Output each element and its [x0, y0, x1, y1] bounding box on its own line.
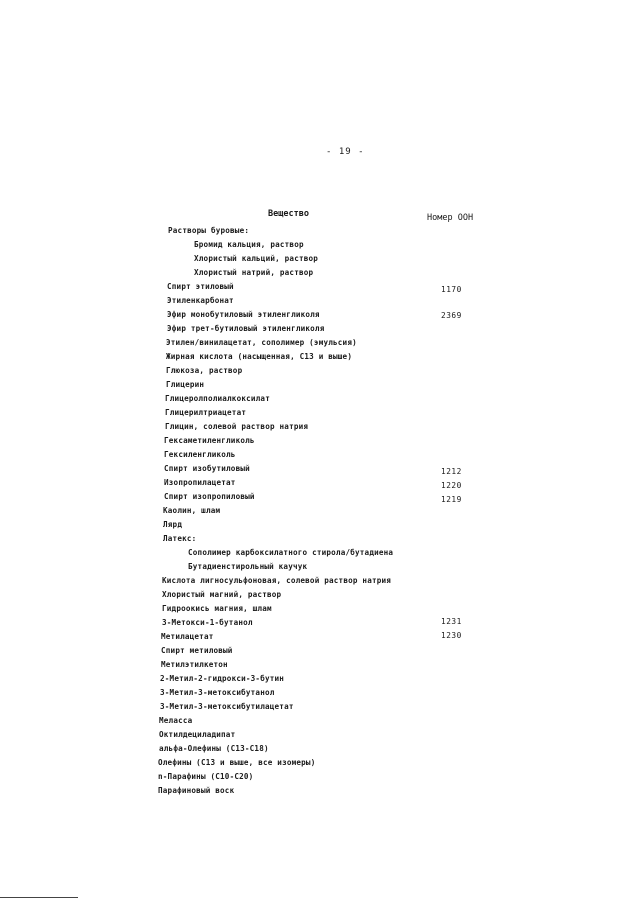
substance-name: альфа-Олефины (C13-C18)	[159, 744, 269, 753]
substance-name: n-Парафины (C10-C20)	[158, 772, 254, 781]
substance-name: Глицеролполиалкоксилат	[165, 394, 270, 403]
substance-name: Гексиленгликоль	[164, 450, 236, 459]
column-header-substance: Вещество	[268, 209, 309, 219]
un-number: 1170	[441, 285, 462, 294]
substance-name: Каолин, шлам	[163, 506, 221, 515]
substance-name: Этилен/винилацетат, сополимер (эмульсия)	[166, 338, 357, 347]
substance-name: Спирт этиловый	[167, 282, 234, 291]
substance-name: Кислота лигносульфоновая, солевой раствор натрия	[162, 576, 392, 585]
substance-name: Глицин, солевой раствор натрия	[165, 422, 309, 431]
un-number: 1219	[441, 495, 462, 504]
substance-name: Эфир монобутиловый этиленгликоля	[167, 310, 320, 319]
footer-rule	[0, 897, 78, 898]
substance-name: Метилацетат	[161, 632, 214, 641]
substance-name: Глюкоза, раствор	[166, 366, 243, 375]
substance-name: Изопропилацетат	[164, 478, 236, 487]
substance-name: Хлористый натрий, раствор	[194, 268, 314, 277]
un-number: 1230	[441, 631, 462, 640]
substance-name: Хлористый кальций, раствор	[194, 254, 319, 263]
substance-name: Жирная кислота (насыщенная, C13 и выше)	[166, 352, 353, 361]
substance-name: Лярд	[163, 520, 183, 529]
substance-name: Спирт изобутиловый	[164, 464, 250, 473]
substance-name: Олефины (C13 и выше, все изомеры)	[158, 758, 316, 767]
substance-name: 3-Метил-3-метоксибутилацетат	[160, 702, 294, 711]
substance-name: Гидроокись магния, шлам	[162, 604, 272, 613]
substance-name: Гексаметиленгликоль	[164, 436, 255, 445]
substance-name: 3-Метил-3-метоксибутанол	[160, 688, 275, 697]
substance-name: Этиленкарбонат	[167, 296, 234, 305]
substance-name: Спирт изопропиловый	[164, 492, 255, 501]
un-number: 2369	[441, 311, 462, 320]
page-number: - 19 -	[326, 147, 365, 157]
substance-name: Сополимер карбоксилатного стирола/бутадиена	[188, 548, 394, 557]
column-header-un-number: Номер ООН	[427, 213, 474, 223]
substance-name: Бромид кальция, раствор	[194, 240, 304, 249]
substance-name: Октилдециладипат	[159, 730, 236, 739]
substance-name: 2-Метил-2-гидрокси-3-бутин	[160, 674, 285, 683]
substance-name: Парафиновый воск	[158, 786, 235, 795]
substance-name: Метилэтилкетон	[161, 660, 228, 669]
substance-name: Эфир трет-бутиловый этиленгликоля	[167, 324, 325, 333]
substance-name: Глицерин	[166, 380, 205, 389]
substance-name: 3-Метокси-1-бутанол	[162, 618, 253, 627]
un-number: 1212	[441, 467, 462, 476]
substance-name: Бутадиенстирольный каучук	[188, 562, 308, 571]
substance-name: Спирт метиловый	[161, 646, 233, 655]
substance-name: Глицерилтриацетат	[165, 408, 247, 417]
un-number: 1220	[441, 481, 462, 490]
substance-name: Хлористый магний, раствор	[162, 590, 282, 599]
substance-name: Меласса	[159, 716, 193, 725]
substance-name: Растворы буровые:	[168, 226, 250, 235]
un-number: 1231	[441, 617, 462, 626]
substance-name: Латекс:	[163, 534, 197, 543]
